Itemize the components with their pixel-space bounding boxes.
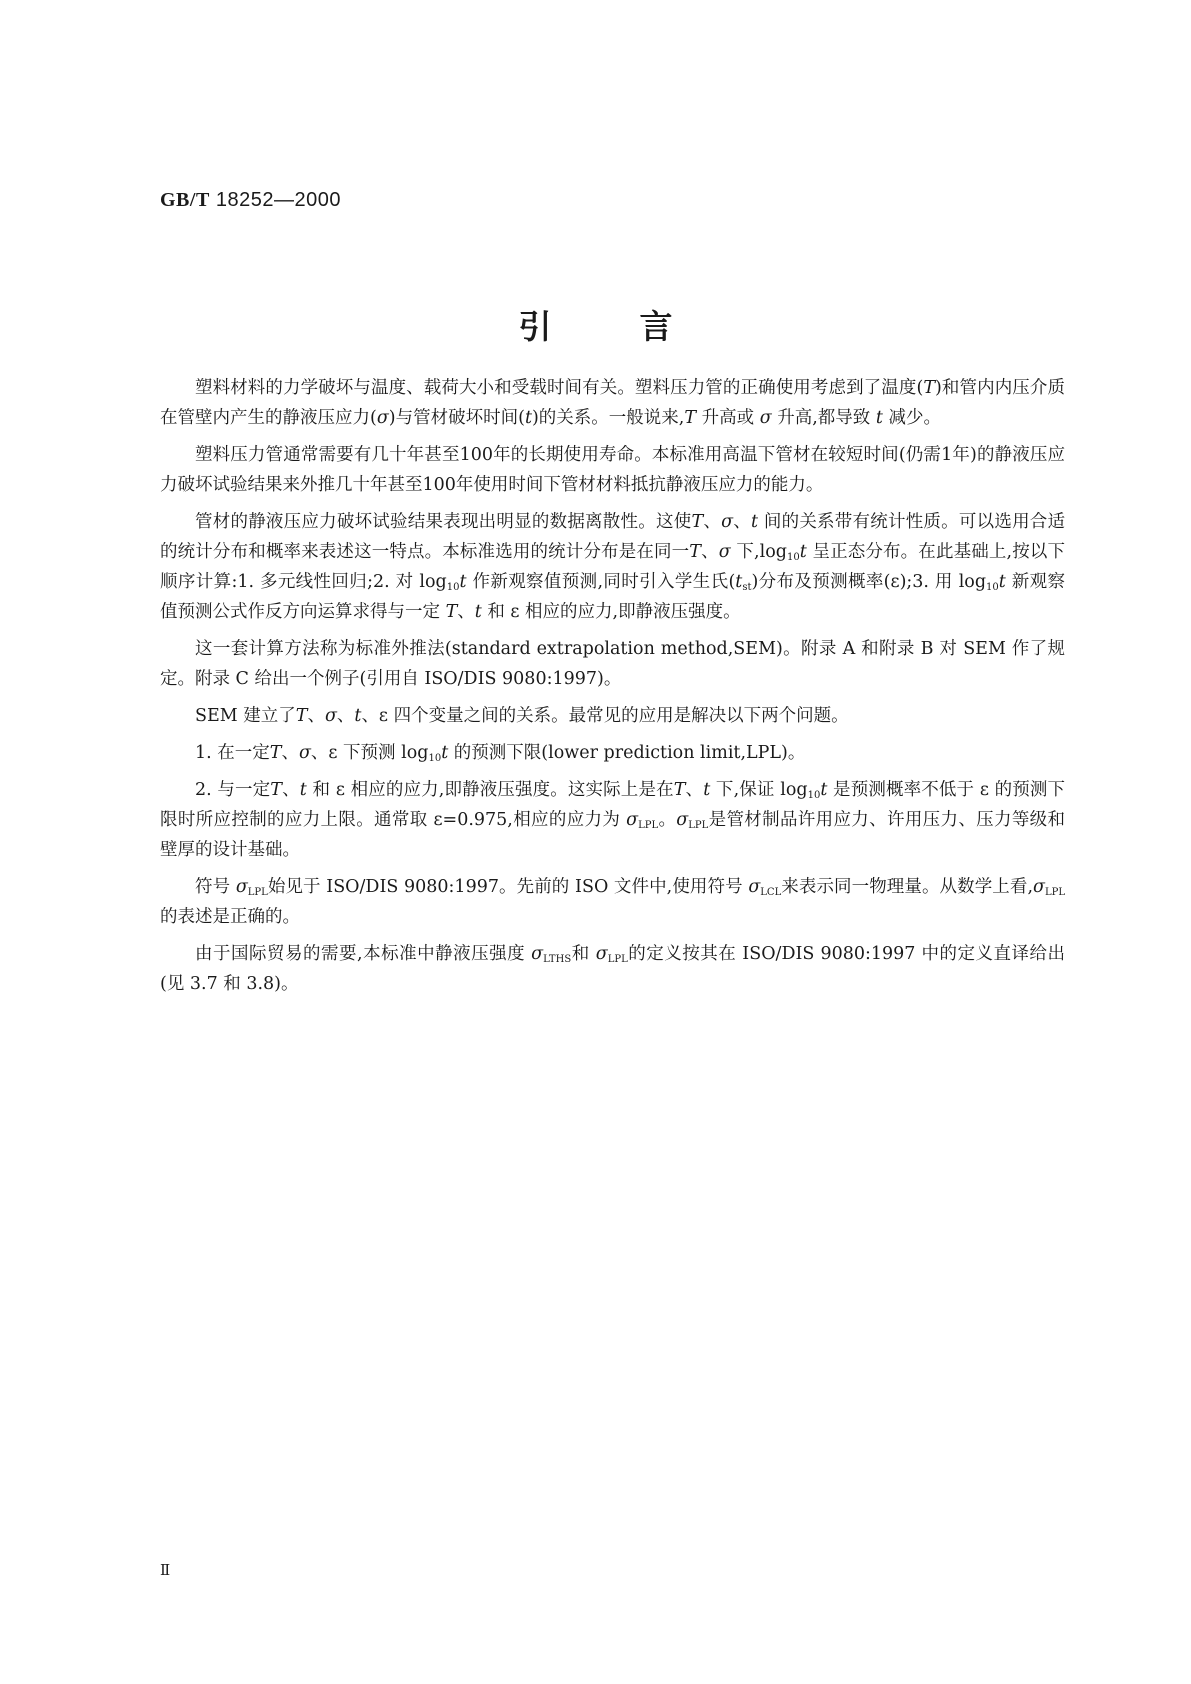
paragraph-1: 塑料材料的力学破坏与温度、载荷大小和受载时间有关。塑料压力管的正确使用考虑到了温度(T)和管内内压介质在管壁内产生的静液压应力(σ)与管材破坏时间(t)的关系。一般说来,T 升高或 σ 升高,都导致 t 减少。 (160, 378, 1066, 428)
paragraph-5: SEM 建立了T、σ、t、ε 四个变量之间的关系。最常见的应用是解决以下两个问题。 (195, 706, 849, 726)
paragraph-6: 1. 在一定T、σ、ε 下预测 $\log_{10}t$ 的预测下限(lower prediction limit,LPL)。 (195, 743, 806, 764)
paragraph-8: 符号 $\sigma_{LPL}$始见于 ISO/DIS 9080:1997。先前的 ISO 文件中,使用符号 $\sigma_{LCL}$来表示同一物理量。从数学上看$,\sigma_{LPL}$的表述是正确的。 (160, 877, 1066, 927)
page-number: Ⅱ (160, 1563, 171, 1579)
paragraph-3: 管材的静液压应力破坏试验结果表现出明显的数据离散性。这使T、σ、t 间的关系带有统计性质。可以选用合适的统计分布和概率来表述这一特点。本标准选用的统计分布是在同一T、σ 下$,\log_{10}t$ 呈正态分布。在此基础上,按以下顺序计算:1. 多元线性回归;2. 对 $\log_{10}t$ 作新观察值预测,同时引入学生氏$(t_{st})$分布及预测概率(ε);3. 用 $\log_{10}t$ 新观察值预测公式作反方向运算求得与一定 T、t 和 ε 相应的应力,即静液压强度。 (160, 512, 1066, 622)
introduction-body (160, 373, 1065, 1006)
paragraph-9: 由于国际贸易的需要,本标准中静液压强度 $\sigma_{LTHS}$和 $\sigma_{LPL}$的定义按其在 ISO/DIS 9080:1997 中的定义直译给出(见 3.7 和 3.8)。 (160, 944, 1065, 994)
paragraph-2: 塑料压力管通常需要有几十年甚至100年的长期使用寿命。本标准用高温下管材在较短时间(仍需1年)的静液压应力破坏试验结果来外推几十年甚至100年使用时间下管材材料抵抗静液压应力的能力。 (160, 445, 1065, 495)
paragraph-4: 这一套计算方法称为标准外推法(standard extrapolation method,SEM)。附录 A 和附录 B 对 SEM 作了规定。附录 C 给出一个例子(引用自 ISO/DIS 9080:1997)。 (160, 639, 1065, 689)
page-title: 引言 (518, 307, 761, 346)
standard-code-number: 18252—2000 (215, 189, 341, 211)
standard-code-prefix: GB/T (160, 189, 210, 211)
paragraph-7: 2. 与一定T、t 和 ε 相应的应力,即静液压强度。这实际上是在T、t 下,保证 $\log_{10}t$ 是预测概率不低于 ε 的预测下限时所应控制的应力上限。通常取 ε=0.975,相应的应力为 $\sigma_{LPL}$。$\sigma_{LPL}$是管材制品许用应力、许用压力、压力等级和壁厚的设计基础。 (160, 780, 1066, 860)
standard-code (160, 189, 341, 212)
